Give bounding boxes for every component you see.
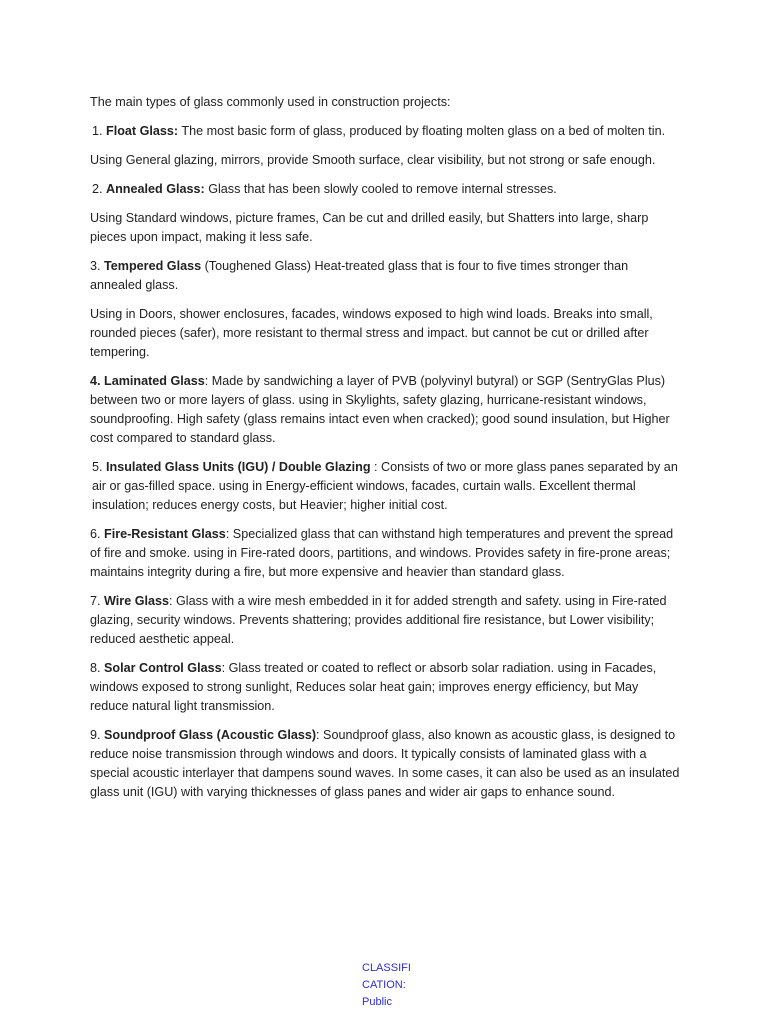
item-number: 1. xyxy=(92,124,107,138)
item-title: Fire-Resistant Glass xyxy=(104,527,226,541)
item-description: : Made by sandwiching a layer of PVB (polyvinyl butyral) or SGP (SentryGlas Plus) between two or more layers of glass. using in Skylights, safety glazing, hurricane-resistant windows, soundproofing. High safety (glass remains intact even when cracked); good sound insulation, but Higher cost compared to standard glass. xyxy=(90,374,670,445)
item-title: Wire Glass xyxy=(104,594,170,608)
item-soundproof-glass xyxy=(90,726,680,802)
item-laminated-glass xyxy=(90,372,680,448)
item-title: Tempered Glass xyxy=(104,259,202,273)
item-description: : Consists of two or more glass panes separated by an air or gas-filled space. using in Energy-efficient windows, facades, curtain walls. Excellent thermal insulation; reduces energy costs, but Heavier; higher initial cost. xyxy=(92,460,678,512)
item-tempered-glass xyxy=(90,257,680,295)
item-number: 3. xyxy=(90,259,105,273)
classification-line: CATION: xyxy=(362,979,406,991)
document-body xyxy=(90,93,680,812)
item-description: : Glass with a wire mesh embedded in it for added strength and safety. using in Fire-rated glazing, security windows. Prevents shattering; provides additional fire resistance, but Lower visibility; reduced aesthetic appeal. xyxy=(90,594,667,646)
item-float-glass-detail: Using General glazing, mirrors, provide Smooth surface, clear visibility, but not strong or safe enough. xyxy=(90,153,656,167)
item-insulated-glass xyxy=(90,458,680,515)
item-title: Float Glass: xyxy=(106,124,179,138)
item-number: 5. xyxy=(92,460,107,474)
classification-value: Public xyxy=(362,996,392,1008)
item-number: 6. xyxy=(90,527,105,541)
item-number: 9. xyxy=(90,728,105,742)
item-number: 2. xyxy=(92,182,107,196)
item-title: Soundproof Glass (Acoustic Glass) xyxy=(104,728,317,742)
classification-line: CLASSIFI xyxy=(362,962,411,974)
item-wire-glass xyxy=(90,592,680,649)
item-annealed-glass xyxy=(90,180,680,199)
intro-paragraph: The main types of glass commonly used in construction projects: xyxy=(90,95,451,109)
item-description: Glass that has been slowly cooled to remove internal stresses. xyxy=(204,182,557,196)
item-fire-resistant-glass xyxy=(90,525,680,582)
item-annealed-glass-detail: Using Standard windows, picture frames, Can be cut and drilled easily, but Shatters into large, sharp pieces upon impact, making it less safe. xyxy=(90,211,649,244)
item-number: 8. xyxy=(90,661,105,675)
item-description: (Toughened Glass) Heat-treated glass that is four to five times stronger than annealed glass. xyxy=(90,259,629,292)
item-description: : Soundproof glass, also known as acoustic glass, is designed to reduce noise transmission through windows and doors. It typically consists of laminated glass with a special acoustic interlayer that dampens sound waves. In some cases, it can also be used as an insulated glass unit (IGU) with varying thicknesses of glass panes and wider air gaps to enhance sound. xyxy=(90,728,680,799)
item-number: 7. xyxy=(90,594,105,608)
item-title: Annealed Glass: xyxy=(106,182,205,196)
item-description: : Glass treated or coated to reflect or absorb solar radiation. using in Facades, windows exposed to strong sunlight, Reduces solar heat gain; improves energy efficiency, but May reduce natural light transmission. xyxy=(90,661,657,713)
item-float-glass xyxy=(90,122,680,141)
item-description: The most basic form of glass, produced by floating molten glass on a bed of molten tin. xyxy=(178,124,666,138)
item-solar-control-glass xyxy=(90,659,680,716)
item-title: 4. Laminated Glass xyxy=(90,374,205,388)
classification-label xyxy=(362,960,422,1011)
item-description: : Specialized glass that can withstand high temperatures and prevent the spread of fire and smoke. using in Fire-rated doors, partitions, and windows. Provides safety in fire-prone areas; maintains integrity during a fire, but more expensive and heavier than standard glass. xyxy=(90,527,674,579)
item-title: Solar Control Glass xyxy=(104,661,222,675)
item-title: Insulated Glass Units (IGU) / Double Glazing xyxy=(106,460,371,474)
item-tempered-glass-detail: Using in Doors, shower enclosures, facades, windows exposed to high wind loads. Breaks into small, rounded pieces (safer), more resistant to thermal stress and impact. but cannot be cut or drilled after tempering. xyxy=(90,307,653,359)
